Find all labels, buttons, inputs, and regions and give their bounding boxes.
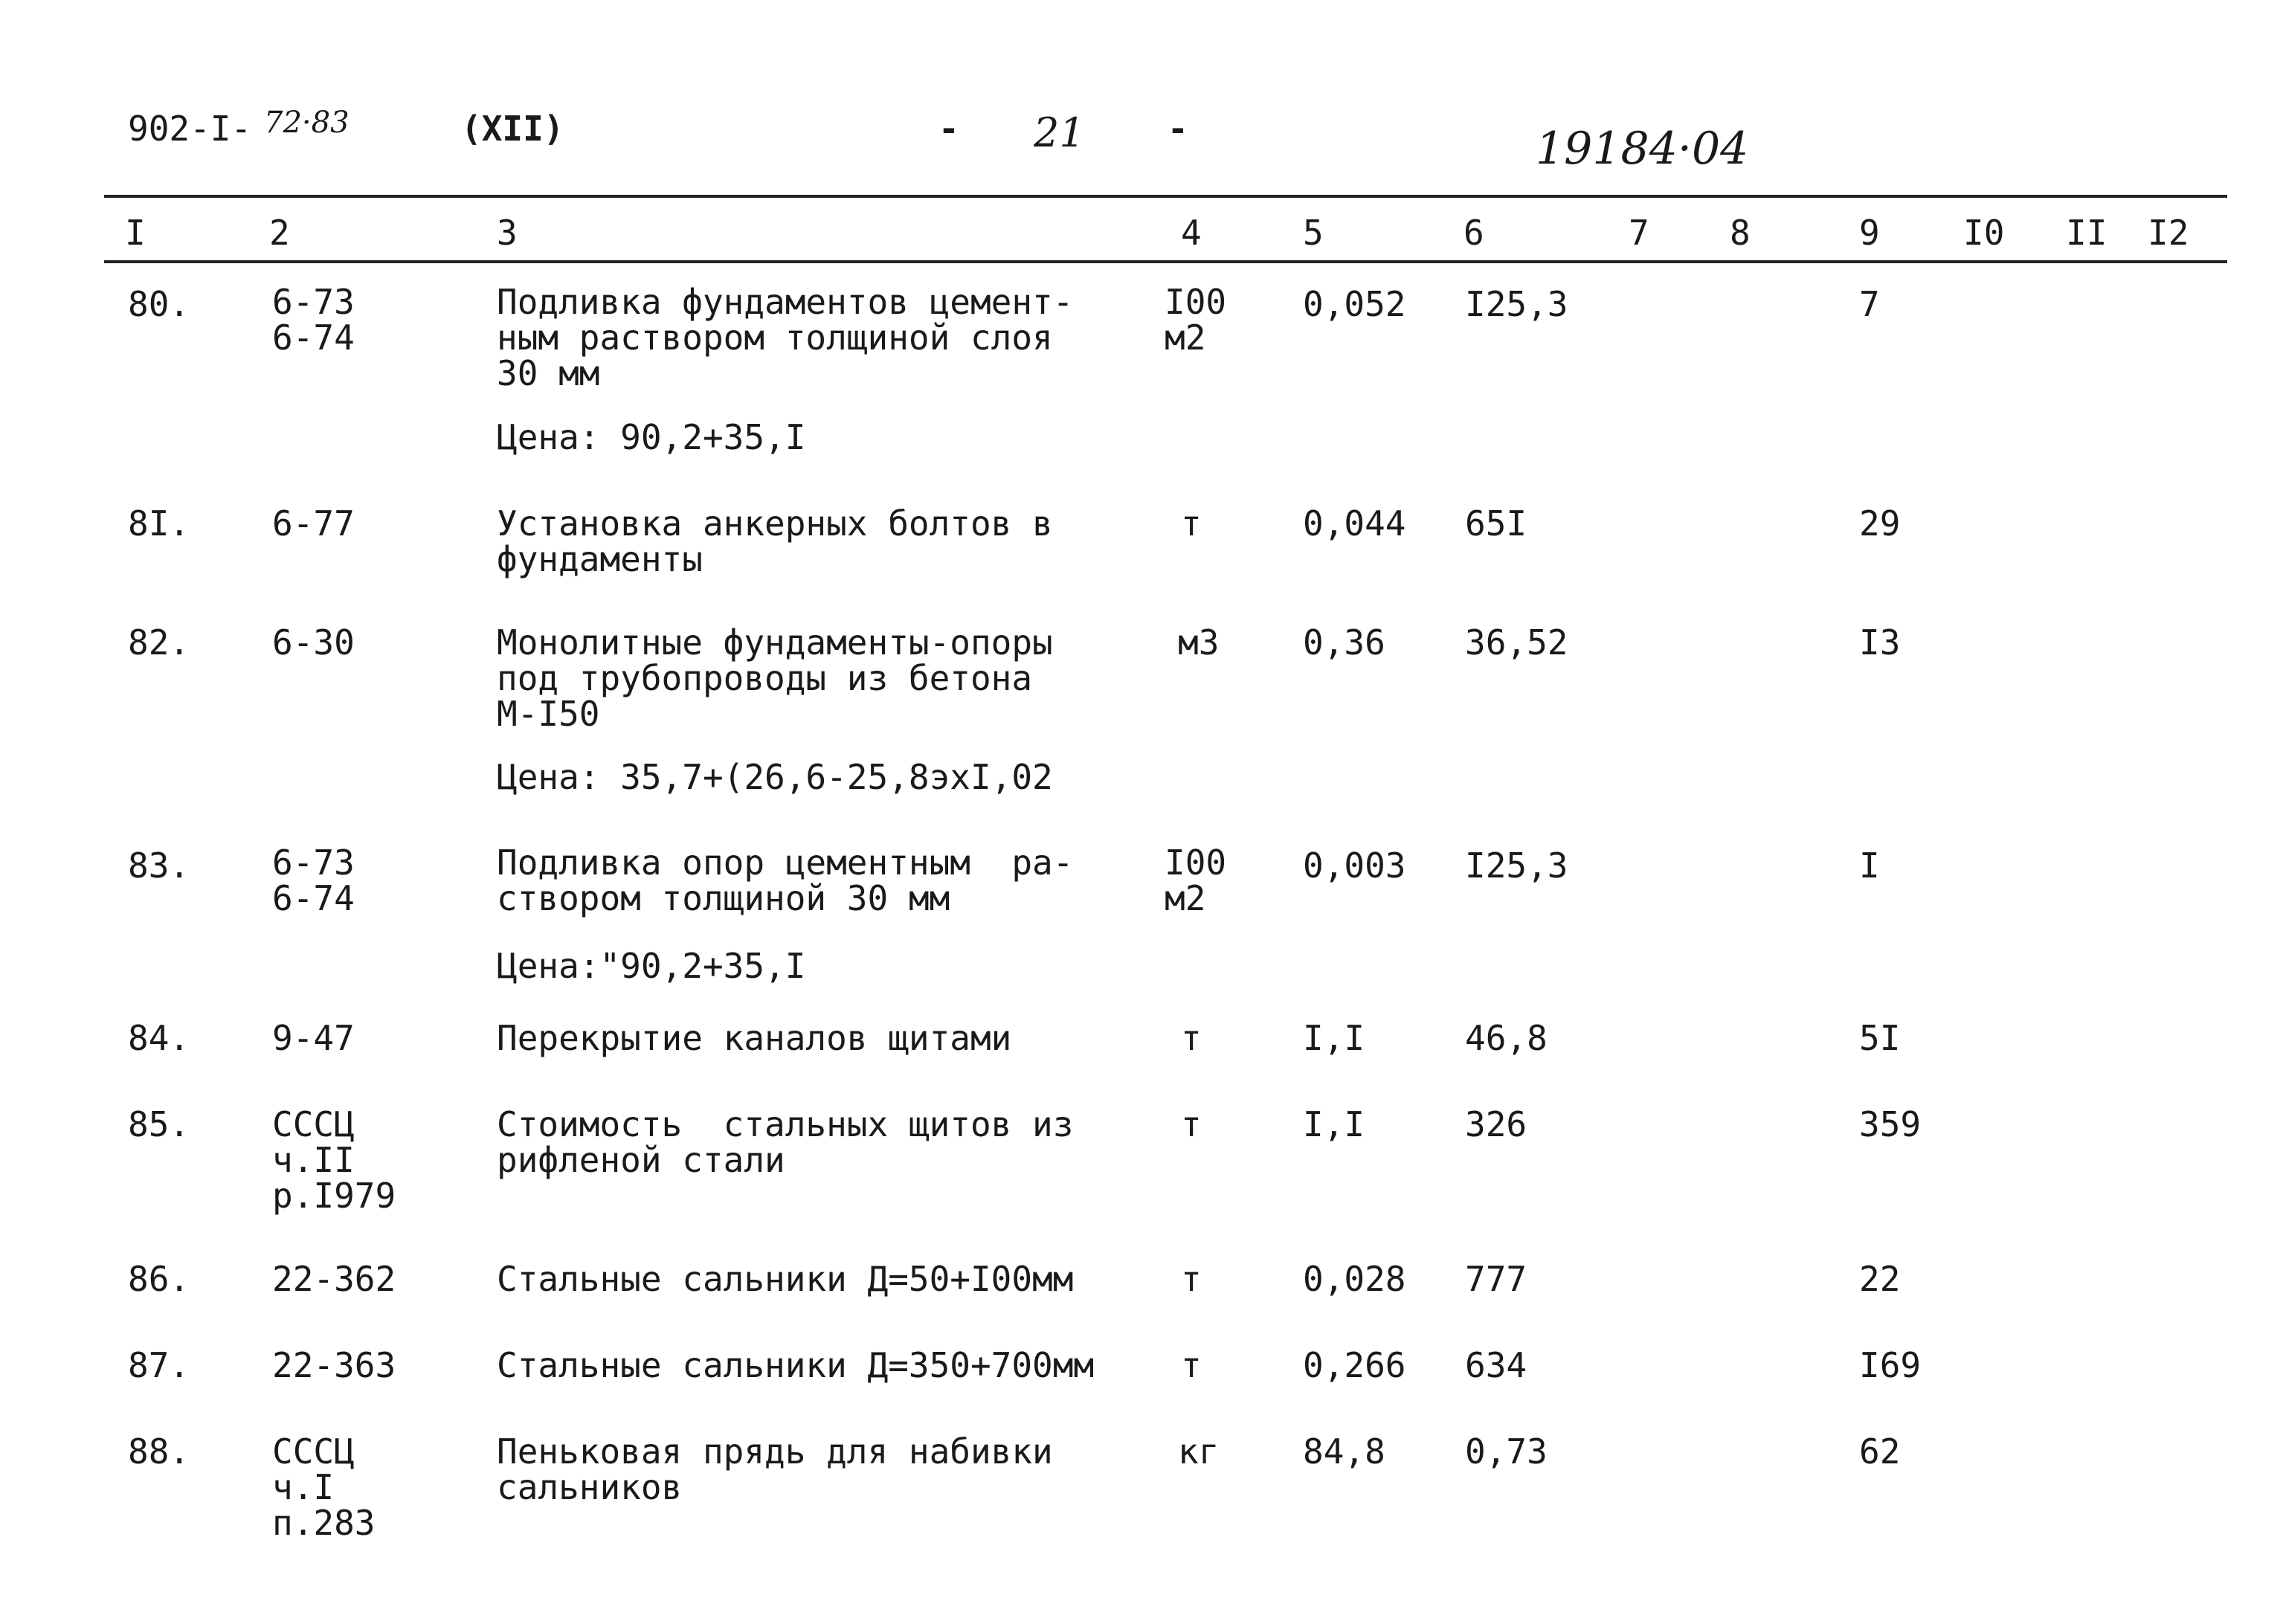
rate-code: 6-30: [272, 622, 355, 663]
row-number: 84.: [128, 1018, 190, 1058]
work-name: Пеньковая прядь для набивки сальников: [497, 1431, 1053, 1507]
work-name: Подливка опор цементным ра- створом толщиной 30 мм: [497, 842, 1074, 918]
work-name: Перекрытие каналов щитами: [497, 1018, 1012, 1058]
total-cost: 5I: [1859, 1018, 1901, 1058]
page-dash-right: -: [1168, 109, 1188, 149]
page-number: 21: [1034, 109, 1085, 156]
volume-number: (XII): [461, 109, 564, 149]
unit-price: 65I: [1465, 503, 1527, 544]
rate-code: 6-73 6-74: [272, 842, 355, 918]
unit: т: [1181, 1104, 1202, 1144]
total-cost: 29: [1859, 503, 1901, 544]
unit: I00 м2: [1165, 282, 1227, 358]
unit-price: I25,3: [1465, 284, 1568, 324]
unit-price: I25,3: [1465, 845, 1568, 886]
work-name: Подливка фундаментов цемент- ным раствором толщиной слоя 30 мм: [497, 282, 1074, 393]
unit: I00 м2: [1165, 842, 1227, 918]
rate-code: СССЦ ч.I п.283: [272, 1431, 376, 1543]
col-header: 9: [1859, 213, 1880, 253]
unit: кг: [1178, 1431, 1220, 1472]
unit: т: [1181, 503, 1202, 544]
unit-price: 46,8: [1465, 1018, 1548, 1058]
unit-price: 777: [1465, 1259, 1527, 1299]
col-header: 6: [1463, 213, 1484, 253]
col-header: 5: [1303, 213, 1324, 253]
table-header-rule: [104, 260, 2227, 263]
quantity: 0,044: [1303, 503, 1406, 544]
unit-price: 326: [1465, 1104, 1527, 1144]
col-header: 8: [1730, 213, 1751, 253]
work-name: Установка анкерных болтов в фундаменты: [497, 503, 1053, 579]
row-number: 86.: [128, 1259, 190, 1299]
total-cost: I3: [1859, 622, 1901, 663]
quantity: I,I: [1303, 1104, 1365, 1144]
col-header: II: [2066, 213, 2107, 253]
col-header: 4: [1181, 213, 1202, 253]
unit: т: [1181, 1345, 1202, 1385]
price-note: Цена:"90,2+35,I: [497, 946, 806, 986]
row-number: 80.: [128, 284, 190, 324]
quantity: 0,36: [1303, 622, 1385, 663]
quantity: I,I: [1303, 1018, 1365, 1058]
row-number: 82.: [128, 622, 190, 663]
col-header: 2: [269, 213, 290, 253]
rate-code: 6-73 6-74: [272, 282, 355, 358]
rate-code: СССЦ ч.II р.I979: [272, 1104, 396, 1216]
col-header: I0: [1963, 213, 2005, 253]
total-cost: 359: [1859, 1104, 1922, 1144]
quantity: 0,266: [1303, 1345, 1406, 1385]
work-name: Стальные сальники Д=50+I00мм: [497, 1259, 1074, 1299]
row-number: 87.: [128, 1345, 190, 1385]
unit: т: [1181, 1259, 1202, 1299]
total-cost: I69: [1859, 1345, 1922, 1385]
work-name: Монолитные фундаменты-опоры под трубопроводы из бетона М-I50: [497, 622, 1053, 734]
inventory-number: 19184·04: [1536, 123, 1749, 175]
total-cost: I: [1859, 845, 1880, 886]
col-header: 7: [1629, 213, 1649, 253]
work-name: Стоимость стальных щитов из рифленой стали: [497, 1104, 1074, 1180]
price-note: Цена: 35,7+(26,6-25,8эхI,02: [497, 757, 1053, 797]
quantity: 0,003: [1303, 845, 1406, 886]
total-cost: 7: [1859, 284, 1880, 324]
unit-price: 0,73: [1465, 1431, 1548, 1472]
rate-code: 6-77: [272, 503, 355, 544]
col-header: I2: [2148, 213, 2189, 253]
rate-code: 22-362: [272, 1259, 396, 1299]
total-cost: 22: [1859, 1259, 1901, 1299]
work-name: Стальные сальники Д=350+700мм: [497, 1345, 1095, 1385]
row-number: 85.: [128, 1104, 190, 1144]
quantity: 84,8: [1303, 1431, 1385, 1472]
rate-code: 9-47: [272, 1018, 355, 1058]
row-number: 88.: [128, 1431, 190, 1472]
table-top-rule: [104, 195, 2227, 198]
rate-code: 22-363: [272, 1345, 396, 1385]
page-dash-left: -: [938, 109, 959, 149]
row-number: 83.: [128, 845, 190, 886]
col-header: I: [125, 213, 146, 253]
unit-price: 36,52: [1465, 622, 1568, 663]
price-note: Цена: 90,2+35,I: [497, 417, 806, 457]
col-header: 3: [497, 213, 518, 253]
row-number: 8I.: [128, 503, 190, 544]
doc-code-handwritten: 72·83: [264, 106, 350, 140]
unit-price: 634: [1465, 1345, 1527, 1385]
quantity: 0,052: [1303, 284, 1406, 324]
total-cost: 62: [1859, 1431, 1901, 1472]
quantity: 0,028: [1303, 1259, 1406, 1299]
doc-code: 902-I-: [128, 109, 252, 149]
unit: т: [1181, 1018, 1202, 1058]
unit: м3: [1178, 622, 1220, 663]
